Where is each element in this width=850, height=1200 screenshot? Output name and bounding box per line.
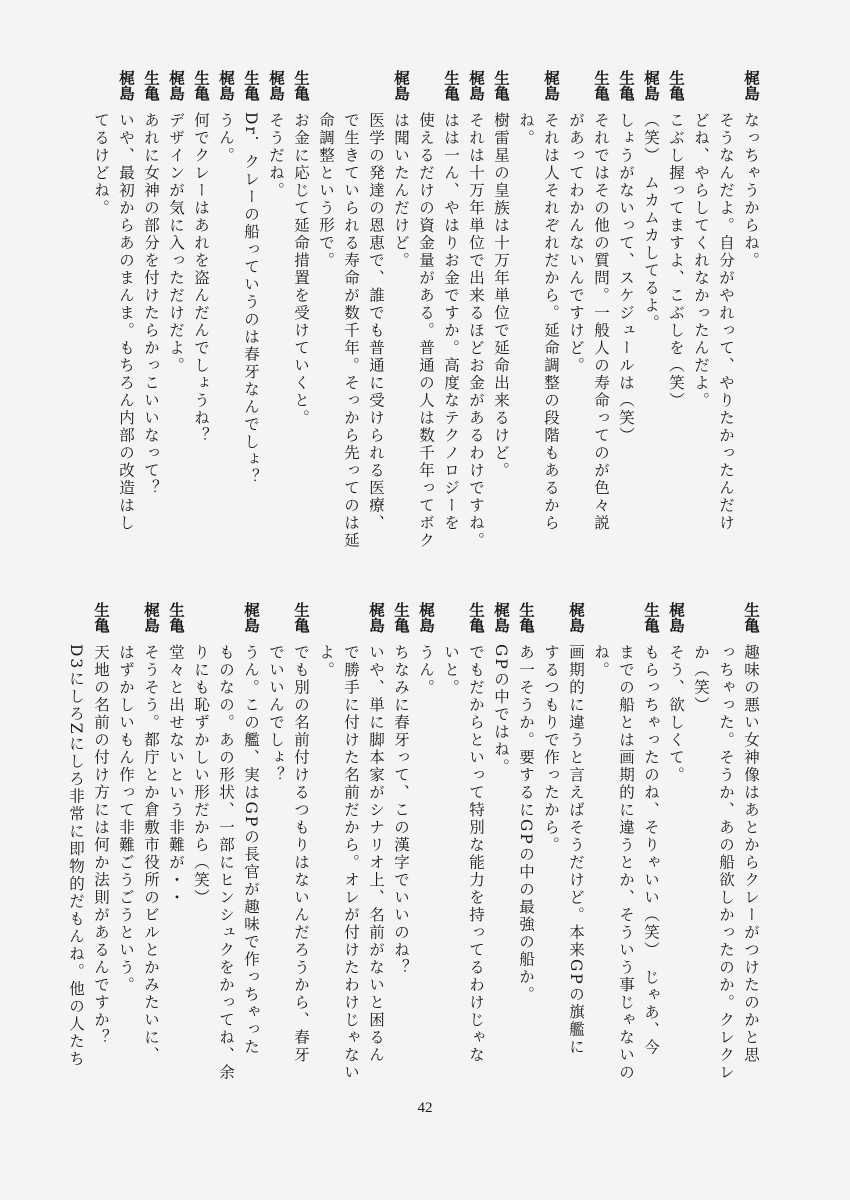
dialogue-text: するつもりで作ったから。	[542, 644, 560, 854]
text-column	[117, 70, 135, 570]
speaker-label: 梶島	[642, 70, 660, 101]
text-column	[292, 602, 310, 1064]
text-column	[517, 70, 535, 570]
text-column	[67, 602, 85, 1069]
speaker-label: 生亀	[517, 602, 535, 633]
speaker-label: 生亀	[642, 602, 660, 633]
speaker-label: 梶島	[117, 70, 135, 101]
text-column	[317, 602, 335, 1047]
text-column	[417, 70, 435, 570]
dialogue-text: はずかしいもん作って非難ごうごうという。	[117, 644, 135, 994]
text-column	[617, 70, 635, 570]
dialogue-text: りにも恥ずかしい形だから（笑）	[192, 644, 210, 907]
speaker-label: 梶島	[242, 602, 260, 633]
dialogue-text: それは人それぞれだから。延命調整の段階もあるから	[542, 112, 560, 532]
text-column	[117, 602, 135, 1047]
text-column	[692, 70, 710, 570]
speaker-label: 梶島	[267, 70, 285, 101]
speaker-label: 梶島	[542, 70, 560, 101]
speaker-label: 梶島	[167, 70, 185, 101]
dialogue-text: で勝手に付けた名前だから。オレが付けたわけじゃない	[342, 644, 360, 1082]
text-column	[267, 602, 285, 1047]
interview-bottom-block	[67, 602, 760, 1082]
dialogue-text: までの船とは画期的に違うとか、そういう事じゃないの	[617, 644, 635, 1082]
speaker-label: 生亀	[742, 602, 760, 633]
speaker-label: 生亀	[192, 70, 210, 101]
dialogue-text: もらっちゃったのね、そりゃいい（笑） じゃあ、今	[642, 644, 660, 1057]
text-column	[617, 602, 635, 1082]
speaker-label: 梶島	[417, 602, 435, 633]
text-column	[642, 70, 660, 570]
dialogue-text: でいいんでしょ？	[267, 644, 285, 784]
dialogue-text: そうだね。	[267, 112, 285, 200]
text-column	[667, 602, 685, 1047]
dialogue-text: 趣味の悪い女神像はあとからクレーがつけたのかと思	[742, 644, 760, 1064]
interview-top-block	[92, 70, 760, 570]
dialogue-text: GPの中ではね。	[492, 644, 510, 776]
text-column	[667, 70, 685, 570]
text-column	[242, 70, 260, 570]
text-column	[642, 602, 660, 1057]
text-column	[492, 70, 510, 570]
text-column	[242, 602, 260, 1056]
dialogue-text: 画期的に違うと言えばそうだけど。本来GPの旗艦に	[567, 644, 585, 1056]
text-column	[542, 602, 560, 1047]
dialogue-text: デザインが気に入っただけだよ。	[167, 112, 185, 375]
dialogue-text: はは一ん、やはりお金ですか。高度なテクノロジーを	[442, 112, 460, 532]
dialogue-text: ね。	[517, 112, 535, 147]
dialogue-text: そうなんだよ。自分がやれって、やりたかったんだけ	[717, 112, 735, 532]
text-column	[367, 70, 385, 570]
text-column	[717, 602, 735, 1082]
dialogue-text: あれに女神の部分を付けたらかっこいいなって？	[142, 112, 160, 497]
text-column	[542, 70, 560, 570]
speaker-label: 梶島	[567, 602, 585, 633]
text-column	[142, 602, 160, 1064]
speaker-label: 生亀	[592, 70, 610, 101]
text-column	[167, 70, 185, 570]
dialogue-text: どね、やらしてくれなかったんだよ。	[692, 112, 710, 410]
speaker-label: 梶島	[367, 602, 385, 633]
text-column	[467, 70, 485, 570]
dialogue-text: そうそう。都庁とか倉敷市役所のビルとかみたいに、	[142, 644, 160, 1064]
dialogue-text: でも別の名前付けるつもりはないんだろうから、春牙	[292, 644, 310, 1064]
speaker-label: 梶島	[667, 602, 685, 633]
dialogue-text: いや、単に脚本家がシナリオ上、名前がないと困るん	[367, 644, 385, 1064]
text-column	[517, 602, 535, 1047]
text-column	[167, 602, 185, 1047]
speaker-label: 梶島	[142, 602, 160, 633]
text-column	[592, 70, 610, 570]
text-column	[217, 70, 235, 570]
dialogue-text: うん。この艦、実はGPの長官が趣味で作っちゃった	[242, 644, 260, 1056]
dialogue-text: うん。	[417, 644, 435, 697]
dialogue-text: よ。	[317, 644, 335, 679]
dialogue-text: いや、最初からあのまんま。もちろん内部の改造はし	[117, 112, 135, 532]
text-column	[692, 602, 710, 1047]
dialogue-text: 天地の名前の付け方には何か法則があるんですか？	[92, 644, 110, 1047]
speaker-label: 生亀	[142, 70, 160, 101]
text-column	[367, 602, 385, 1064]
dialogue-text: でもだからといって特別な能力を持ってるわけじゃな	[467, 644, 485, 1064]
dialogue-text: っちゃった。そうか、あの船欲しかったのか。クレクレ	[717, 644, 735, 1082]
dialogue-text: Dr．クレーの船っていうのは春牙なんでしょ？	[242, 112, 260, 486]
page-number: 42	[417, 1100, 433, 1116]
text-column	[717, 70, 735, 570]
dialogue-text: いと。	[442, 644, 460, 697]
dialogue-text: 樹雷星の皇族は十万年単位で延命出来るけど。	[492, 112, 510, 480]
speaker-label: 生亀	[617, 70, 635, 101]
text-column	[592, 602, 610, 1047]
dialogue-text: しょうがないって、スケジュールは（笑）	[617, 112, 635, 445]
text-column	[192, 602, 210, 1047]
text-column	[192, 70, 210, 570]
dialogue-text: なっちゃうからね。	[742, 112, 760, 270]
dialogue-text: 医学の発達の恩恵で、誰でも普通に受けられる医療、	[367, 112, 385, 532]
text-column	[342, 602, 360, 1082]
speaker-label: 生亀	[442, 70, 460, 101]
dialogue-text: てるけどね。	[92, 112, 110, 217]
dialogue-text: ね。	[592, 644, 610, 679]
text-column	[292, 70, 310, 570]
text-column	[467, 602, 485, 1064]
dialogue-text: あ一そうか。要するにGPの中の最強の船か。	[517, 644, 535, 1004]
speaker-label: 梶島	[492, 602, 510, 633]
speaker-label: 梶島	[467, 70, 485, 101]
text-column	[267, 70, 285, 570]
speaker-label: 生亀	[667, 70, 685, 101]
text-column	[742, 70, 760, 570]
speaker-label: 梶島	[217, 70, 235, 101]
dialogue-text: があってわかんないんですけど。	[567, 112, 585, 375]
dialogue-text: それは十万年単位で出来るほどお金があるわけですね。	[467, 112, 485, 550]
text-column	[92, 602, 110, 1047]
text-column	[442, 602, 460, 1047]
speaker-label: 生亀	[92, 602, 110, 633]
speaker-label: 梶島	[742, 70, 760, 101]
speaker-label: 梶島	[392, 70, 410, 101]
text-column	[567, 70, 585, 570]
speaker-label: 生亀	[492, 70, 510, 101]
speaker-label: 生亀	[467, 602, 485, 633]
dialogue-text: お金に応じて延命措置を受けていくと。	[292, 112, 310, 427]
dialogue-text: で生きていられる寿命が数千年。そっから先ってのは延	[342, 112, 360, 550]
dialogue-text: うん。	[217, 112, 235, 165]
speaker-label: 生亀	[242, 70, 260, 101]
text-column	[417, 602, 435, 1047]
dialogue-text: （笑） ムカムカしてるよ。	[642, 112, 660, 332]
speaker-label: 生亀	[392, 602, 410, 633]
dialogue-text: か（笑）	[692, 644, 710, 714]
speaker-label: 生亀	[292, 70, 310, 101]
dialogue-text: ものなの。あの形状、一部にヒンシュクをかってね、余	[217, 644, 235, 1082]
dialogue-text: 堂々と出せないという非難が・・	[167, 644, 185, 907]
text-column	[392, 602, 410, 1047]
text-column	[92, 70, 110, 570]
speaker-label: 生亀	[167, 602, 185, 633]
dialogue-text: そう、欲しくて。	[667, 644, 685, 784]
text-column	[492, 602, 510, 1047]
text-column	[742, 602, 760, 1064]
speaker-label: 生亀	[292, 602, 310, 633]
text-column	[442, 70, 460, 570]
dialogue-text: 命調整という形で。	[317, 112, 335, 270]
text-column	[342, 70, 360, 570]
dialogue-text: D3にしろZにしろ非常に即物的だもんね。他の人たち	[67, 644, 85, 1069]
text-column	[392, 70, 410, 570]
dialogue-text: それではその他の質問。一般人の寿命ってのが色々説	[592, 112, 610, 532]
text-column	[142, 70, 160, 570]
dialogue-text: ちなみに春牙って、この漢字でいいのね？	[392, 644, 410, 977]
dialogue-text: こぶし握ってますよ、こぶしを（笑）	[667, 112, 685, 410]
dialogue-text: は聞いたんだけど。	[392, 112, 410, 270]
text-column	[317, 70, 335, 570]
text-column	[217, 602, 235, 1082]
text-column	[567, 602, 585, 1056]
dialogue-text: 何でクレーはあれを盗んだんでしょうね？	[192, 112, 210, 445]
dialogue-text: 使えるだけの資金量がある。普通の人は数千年ってボク	[417, 112, 435, 550]
